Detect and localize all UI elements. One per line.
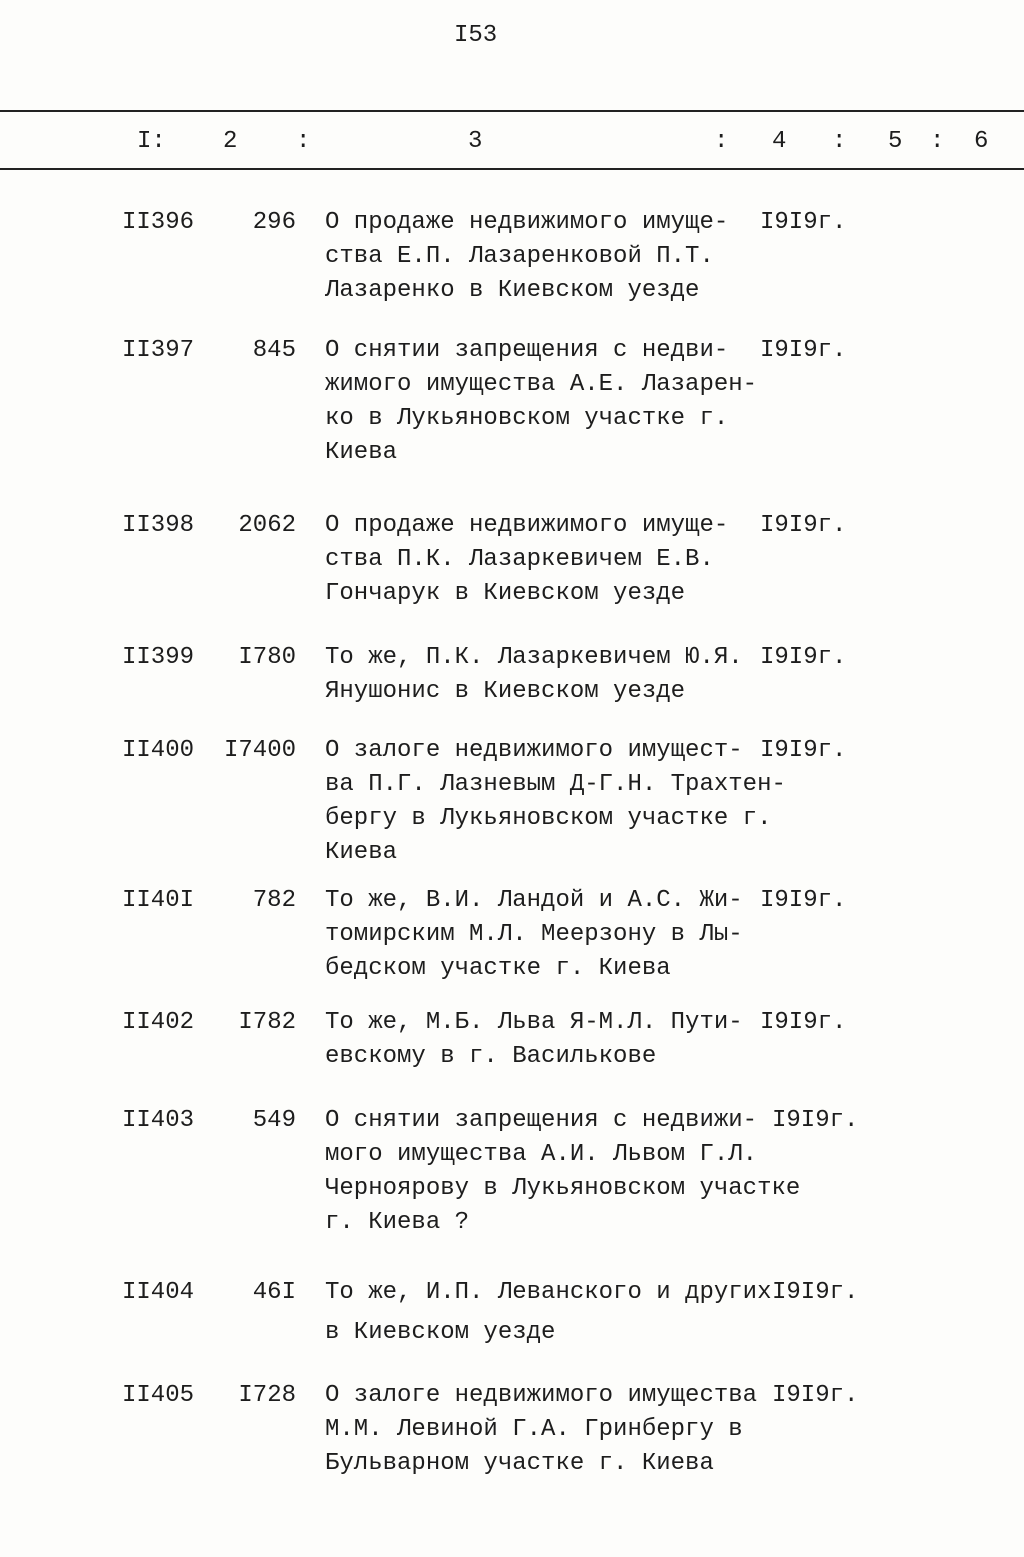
entry-title-line: Киева <box>325 439 398 466</box>
entry-year: I9I9г. <box>772 1107 859 1134</box>
entry-title-line: жимого имущества А.Е. Лазарен- <box>325 371 758 398</box>
entry-title-line: Гончарук в Киевском уезде <box>325 580 686 607</box>
entry-title-line: О продаже недвижимого имуще- <box>325 209 729 236</box>
entry-title <box>325 1276 771 1350</box>
entry-title-line: ства П.К. Лазаркевичем Е.В. <box>325 546 714 573</box>
column-header-3: 3 <box>468 128 483 155</box>
entry-number: II40I <box>122 887 195 914</box>
entry-number: II402 <box>122 1009 195 1036</box>
entry-year: I9I9г. <box>760 737 847 764</box>
entry-sheet-count: I7400 <box>223 737 296 764</box>
entry-title-line: М.М. Левиной Г.А. Гринбергу в <box>325 1416 743 1443</box>
entry-title-line: Янушонис в Киевском уезде <box>325 678 686 705</box>
entry-title-line: в Киевском уезде <box>325 1319 556 1346</box>
entry-year: I9I9г. <box>760 337 847 364</box>
entry-sheet-count: 2062 <box>238 512 296 539</box>
entry-year: I9I9г. <box>772 1382 859 1409</box>
entry-title-line: Киева <box>325 839 398 866</box>
entry-year: I9I9г. <box>772 1279 859 1306</box>
entry-title <box>325 1379 757 1481</box>
entry-title <box>325 509 728 611</box>
entry-sheet-count: 845 <box>252 337 296 364</box>
entry-title-line: О снятии запрещения с недвижи- <box>325 1107 758 1134</box>
entry-sheet-count: 296 <box>252 209 296 236</box>
entry-sheet-count: I780 <box>238 644 296 671</box>
column-separator: : <box>296 128 311 155</box>
entry-sheet-count: 46I <box>252 1279 296 1306</box>
entry-title <box>325 641 743 709</box>
entry-title-line: бедском участке г. Киева <box>325 955 671 982</box>
entry-title-line: То же, В.И. Ландой и А.С. Жи- <box>325 887 743 914</box>
column-separator: : <box>930 128 945 155</box>
header-bottom-rule <box>0 168 1024 170</box>
entry-year: I9I9г. <box>760 644 847 671</box>
page-number: I53 <box>454 22 498 49</box>
entry-title-line: То же, П.К. Лазаркевичем Ю.Я. <box>325 644 743 671</box>
entry-title-line: То же, И.П. Леванского и других <box>325 1279 772 1306</box>
entry-title-line: ства Е.П. Лазаренковой П.Т. <box>325 243 714 270</box>
entry-title-line: мого имущества А.И. Львом Г.Л. <box>325 1141 758 1168</box>
column-header-6: 6 <box>974 128 989 155</box>
entry-title-line: ва П.Г. Лазневым Д-Г.Н. Трахтен- <box>325 771 786 798</box>
entry-title-line: евскому в г. Василькове <box>325 1043 657 1070</box>
entry-title <box>325 734 786 870</box>
column-header-5: 5 <box>888 128 903 155</box>
entry-title-line: О снятии запрещения с недви- <box>325 337 729 364</box>
entry-number: II403 <box>122 1107 195 1134</box>
column-header-4: 4 <box>772 128 787 155</box>
column-header-2: 2 <box>223 128 238 155</box>
column-separator: : <box>832 128 847 155</box>
entry-title-line: Лазаренко в Киевском уезде <box>325 277 700 304</box>
header-top-rule <box>0 110 1024 112</box>
entry-title-line: томирским М.Л. Меерзону в Лы- <box>325 921 743 948</box>
entry-year: I9I9г. <box>760 512 847 539</box>
entry-title <box>325 334 757 470</box>
entry-title-line: То же, М.Б. Льва Я-М.Л. Пути- <box>325 1009 743 1036</box>
entry-sheet-count: I782 <box>238 1009 296 1036</box>
entry-number: II405 <box>122 1382 195 1409</box>
entry-title-line: г. Киева ? <box>325 1209 470 1236</box>
entry-sheet-count: I728 <box>238 1382 296 1409</box>
entry-number: II404 <box>122 1279 195 1306</box>
entry-title-line: О залоге недвижимого имущества <box>325 1382 758 1409</box>
entry-title-line: Черноярову в Лукьяновском участке <box>325 1175 801 1202</box>
entry-number: II400 <box>122 737 195 764</box>
entry-number: II397 <box>122 337 195 364</box>
entry-title <box>325 884 743 986</box>
entry-title <box>325 1104 800 1240</box>
entry-number: II396 <box>122 209 195 236</box>
entry-title-line: О залоге недвижимого имущест- <box>325 737 743 764</box>
column-header-1: I: <box>137 128 166 155</box>
entry-number: II399 <box>122 644 195 671</box>
entry-sheet-count: 549 <box>252 1107 296 1134</box>
entry-sheet-count: 782 <box>252 887 296 914</box>
entry-title-line: Бульварном участке г. Киева <box>325 1450 714 1477</box>
entry-year: I9I9г. <box>760 887 847 914</box>
column-separator: : <box>714 128 729 155</box>
entry-number: II398 <box>122 512 195 539</box>
entry-title-line: О продаже недвижимого имуще- <box>325 512 729 539</box>
entry-title <box>325 206 728 308</box>
entry-year: I9I9г. <box>760 1009 847 1036</box>
entry-title <box>325 1006 743 1074</box>
entry-title-line: ко в Лукьяновском участке г. <box>325 405 729 432</box>
entry-year: I9I9г. <box>760 209 847 236</box>
entry-title-line: бергу в Лукьяновском участке г. <box>325 805 772 832</box>
